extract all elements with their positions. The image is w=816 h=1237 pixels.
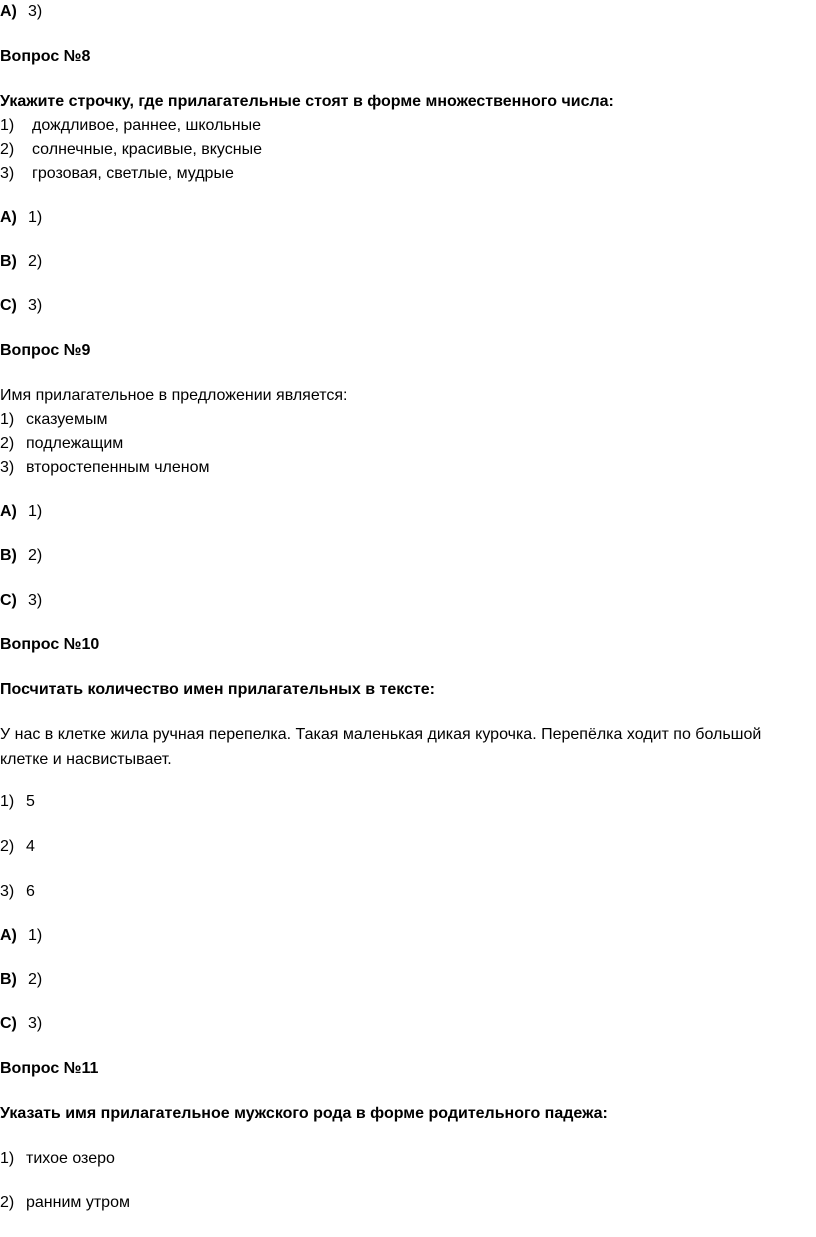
item-text: сказуемым: [26, 411, 108, 428]
question-text: У нас в клетке жила ручная перепелка. Такая маленькая дикая курочка. Перепёлка ходит по большой клетке и насвистывает.: [0, 726, 762, 768]
answer-value: 3): [28, 3, 43, 20]
item-number: 2): [0, 435, 15, 452]
answer-letter: C): [0, 297, 17, 314]
answer-option: [0, 926, 42, 946]
list-item: [0, 140, 262, 160]
item-text: подлежащим: [26, 435, 124, 452]
list-item: [0, 792, 35, 812]
answer-option: [0, 252, 42, 272]
item-text: дождливое, раннее, школьные: [32, 117, 261, 134]
answer-option: [0, 1014, 42, 1034]
answer-letter: B): [0, 547, 17, 564]
question-prompt: Посчитать количество имен прилагательных в тексте:: [0, 681, 436, 698]
answer-letter: A): [0, 3, 17, 20]
answer-letter: A): [0, 927, 17, 944]
list-item: [0, 882, 35, 902]
answer-letter: A): [0, 503, 17, 520]
list-item: [0, 164, 234, 184]
question-title: Вопрос №11: [0, 1060, 99, 1077]
answer-letter: B): [0, 253, 17, 270]
item-number: 1): [0, 1150, 15, 1167]
item-text: 5: [26, 793, 35, 810]
question-title: Вопрос №8: [0, 48, 91, 65]
answer-value: 1): [28, 503, 43, 520]
item-number: 1): [0, 117, 15, 134]
list-item: [0, 458, 210, 478]
list-item: [0, 434, 123, 454]
answer-option: [0, 591, 42, 611]
answer-value: 2): [28, 547, 43, 564]
item-text: 6: [26, 883, 35, 900]
answer-option: [0, 2, 42, 22]
item-text: солнечные, красивые, вкусные: [32, 141, 262, 158]
item-number: 2): [0, 1194, 15, 1211]
list-item: [0, 116, 261, 136]
answer-value: 2): [28, 253, 43, 270]
list-item: [0, 410, 107, 430]
list-item: [0, 1193, 130, 1213]
question-prompt: Имя прилагательное в предложении является:: [0, 387, 348, 404]
answer-letter: A): [0, 209, 17, 226]
item-number: 3): [0, 459, 15, 476]
list-item: [0, 837, 35, 857]
answer-value: 3): [28, 297, 43, 314]
answer-letter: B): [0, 971, 17, 988]
item-number: 3): [0, 883, 15, 900]
answer-value: 3): [28, 592, 43, 609]
item-text: тихое озеро: [26, 1150, 115, 1167]
question-title: Вопрос №9: [0, 342, 91, 359]
answer-option: [0, 970, 42, 990]
item-text: 4: [26, 838, 35, 855]
question-title: Вопрос №10: [0, 636, 100, 653]
list-item: [0, 1149, 115, 1169]
answer-option: [0, 502, 42, 522]
answer-value: 1): [28, 927, 43, 944]
answer-option: [0, 296, 42, 316]
item-text: второстепенным членом: [26, 459, 210, 476]
item-number: 3): [0, 165, 15, 182]
answer-letter: C): [0, 1015, 17, 1032]
item-text: ранним утром: [26, 1194, 130, 1211]
answer-value: 3): [28, 1015, 43, 1032]
question-prompt: Указать имя прилагательное мужского рода в форме родительного падежа:: [0, 1105, 608, 1122]
answer-value: 1): [28, 209, 43, 226]
item-number: 1): [0, 793, 15, 810]
answer-value: 2): [28, 971, 43, 988]
item-number: 1): [0, 411, 15, 428]
item-number: 2): [0, 838, 15, 855]
answer-option: [0, 208, 42, 228]
item-text: грозовая, светлые, мудрые: [32, 165, 234, 182]
item-number: 2): [0, 141, 15, 158]
answer-letter: C): [0, 592, 17, 609]
answer-option: [0, 546, 42, 566]
question-prompt: Укажите строчку, где прилагательные стоят в форме множественного числа:: [0, 93, 614, 110]
